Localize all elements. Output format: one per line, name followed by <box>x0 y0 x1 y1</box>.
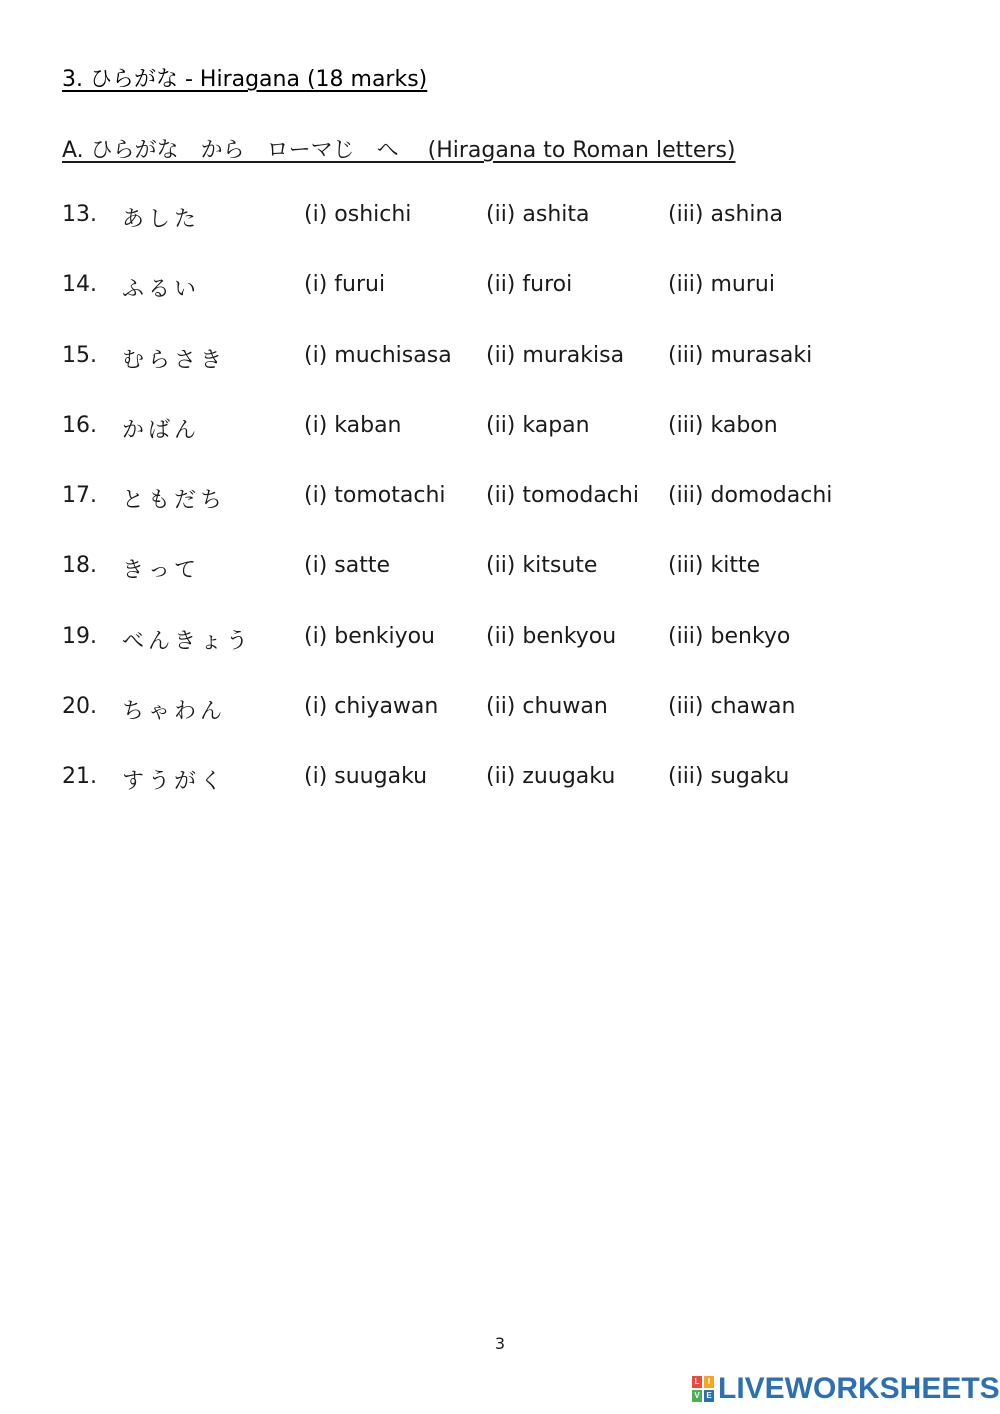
question-hiragana: むらさき <box>122 347 227 373</box>
option-i[interactable]: (i) muchisasa <box>304 342 452 368</box>
question-hiragana: べんきょう <box>122 628 253 654</box>
option-iii[interactable]: (iii) kitte <box>668 553 761 579</box>
option-i[interactable]: (i) furui <box>304 272 386 298</box>
question-hiragana: すうがく <box>122 769 227 795</box>
option-iii[interactable]: (iii) murasaki <box>668 342 813 368</box>
option-ii[interactable]: (ii) murakisa <box>486 342 625 368</box>
liveworksheets-logo[interactable] <box>692 1374 1000 1404</box>
option-iii[interactable]: (iii) domodachi <box>668 483 833 509</box>
logo-icon <box>692 1376 714 1402</box>
question-hiragana: あした <box>122 207 201 232</box>
logo-tile: E <box>704 1390 714 1402</box>
question-number: 14. <box>62 272 97 298</box>
option-ii[interactable]: (ii) tomodachi <box>486 483 639 509</box>
page-number: 3 <box>494 1334 506 1353</box>
option-ii[interactable]: (ii) ashita <box>486 202 590 227</box>
question-number: 19. <box>62 623 97 649</box>
option-ii[interactable]: (ii) furoi <box>486 272 573 298</box>
subsection-title: A. ひらがな から ローマじ へ (Hiragana to Roman letters) <box>62 138 736 163</box>
option-ii[interactable]: (ii) chuwan <box>486 694 608 720</box>
question-hiragana: かばん <box>122 417 201 443</box>
question-row <box>62 551 962 621</box>
question-hiragana: ちゃわん <box>122 699 227 725</box>
question-row <box>62 692 962 762</box>
question-hiragana: きって <box>122 558 201 584</box>
question-number: 15. <box>62 342 97 368</box>
option-iii[interactable]: (iii) murui <box>668 272 775 298</box>
option-i[interactable]: (i) kaban <box>304 412 402 438</box>
logo-tile: L <box>692 1376 702 1388</box>
option-iii[interactable]: (iii) ashina <box>668 202 783 227</box>
option-ii[interactable]: (ii) zuugaku <box>486 764 616 790</box>
option-i[interactable]: (i) benkiyou <box>304 623 435 649</box>
question-number: 13. <box>62 202 97 227</box>
question-hiragana: ともだち <box>122 488 227 514</box>
question-hiragana: ふるい <box>122 277 201 303</box>
question-number: 17. <box>62 483 97 509</box>
option-iii[interactable]: (iii) kabon <box>668 412 778 438</box>
option-i[interactable]: (i) satte <box>304 553 391 579</box>
question-number: 16. <box>62 412 97 438</box>
option-iii[interactable]: (iii) sugaku <box>668 764 790 790</box>
option-i[interactable]: (i) suugaku <box>304 764 428 790</box>
question-row <box>62 481 962 551</box>
option-ii[interactable]: (ii) kitsute <box>486 553 598 579</box>
logo-tile: V <box>692 1390 702 1402</box>
option-i[interactable]: (i) oshichi <box>304 202 412 227</box>
question-row <box>62 622 962 692</box>
section-title: 3. ひらがな - Hiragana (18 marks) <box>62 67 428 92</box>
question-number: 21. <box>62 764 97 790</box>
question-row <box>62 270 962 340</box>
logo-text: LIVEWORKSHEETS <box>718 1372 1000 1405</box>
question-row <box>62 411 962 481</box>
question-row <box>62 341 962 411</box>
logo-tile: I <box>704 1376 714 1388</box>
question-number: 20. <box>62 694 97 720</box>
question-row <box>62 200 962 270</box>
option-ii[interactable]: (ii) benkyou <box>486 623 617 649</box>
question-row <box>62 762 962 832</box>
option-iii[interactable]: (iii) chawan <box>668 694 796 720</box>
option-i[interactable]: (i) tomotachi <box>304 483 446 509</box>
question-list <box>62 200 962 833</box>
question-number: 18. <box>62 553 97 579</box>
option-iii[interactable]: (iii) benkyo <box>668 623 791 649</box>
option-i[interactable]: (i) chiyawan <box>304 694 439 720</box>
option-ii[interactable]: (ii) kapan <box>486 412 590 438</box>
